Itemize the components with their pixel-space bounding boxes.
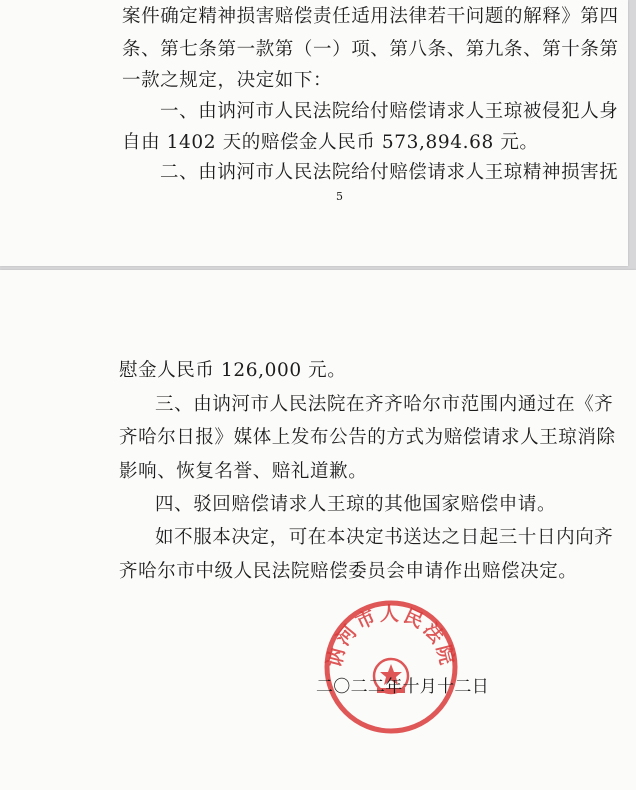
svg-text:讷河市人民法院: 讷河市人民法院 [323, 603, 459, 670]
text-line: 案件确定精神损害赔偿责任适用法律若干问题的解释》第四 [122, 6, 619, 27]
document-page-top [0, 0, 628, 266]
decision-date: 二〇二二年十月十二日 [316, 677, 489, 697]
text-line: 二、由讷河市人民法院给付赔偿请求人王琼精神损害抚 [160, 162, 619, 183]
text-line: 一款之规定，决定如下： [122, 70, 333, 91]
text-line: 自由 1402 天的赔偿金人民币 573,894.68 元。 [122, 132, 539, 153]
text-line: 齐哈尔市中级人民法院赔偿委员会申请作出赔偿决定。 [119, 561, 578, 582]
text-line: 三、由讷河市人民法院在齐齐哈尔市范围内通过在《齐 [155, 394, 614, 415]
text-line: 条、第七条第一款第（一）项、第八条、第九条、第十条第 [122, 39, 619, 60]
text-line: 如不服本决定，可在本决定书送达之日起三十日内向齐 [155, 527, 614, 548]
text-line: 一、由讷河市人民法院给付赔偿请求人王琼被侵犯人身 [160, 101, 619, 122]
document-page-bottom [0, 270, 636, 790]
text-line: 影响、恢复名誉、赔礼道歉。 [119, 461, 368, 482]
page-number: 5 [336, 190, 343, 203]
official-seal [322, 598, 460, 736]
text-line: 慰金人民币 126,000 元。 [119, 360, 347, 381]
text-line: 齐哈尔日报》媒体上发布公告的方式为赔偿请求人王琼消除 [119, 427, 616, 448]
text-line: 四、驳回赔偿请求人王琼的其他国家赔偿申请。 [155, 494, 557, 515]
